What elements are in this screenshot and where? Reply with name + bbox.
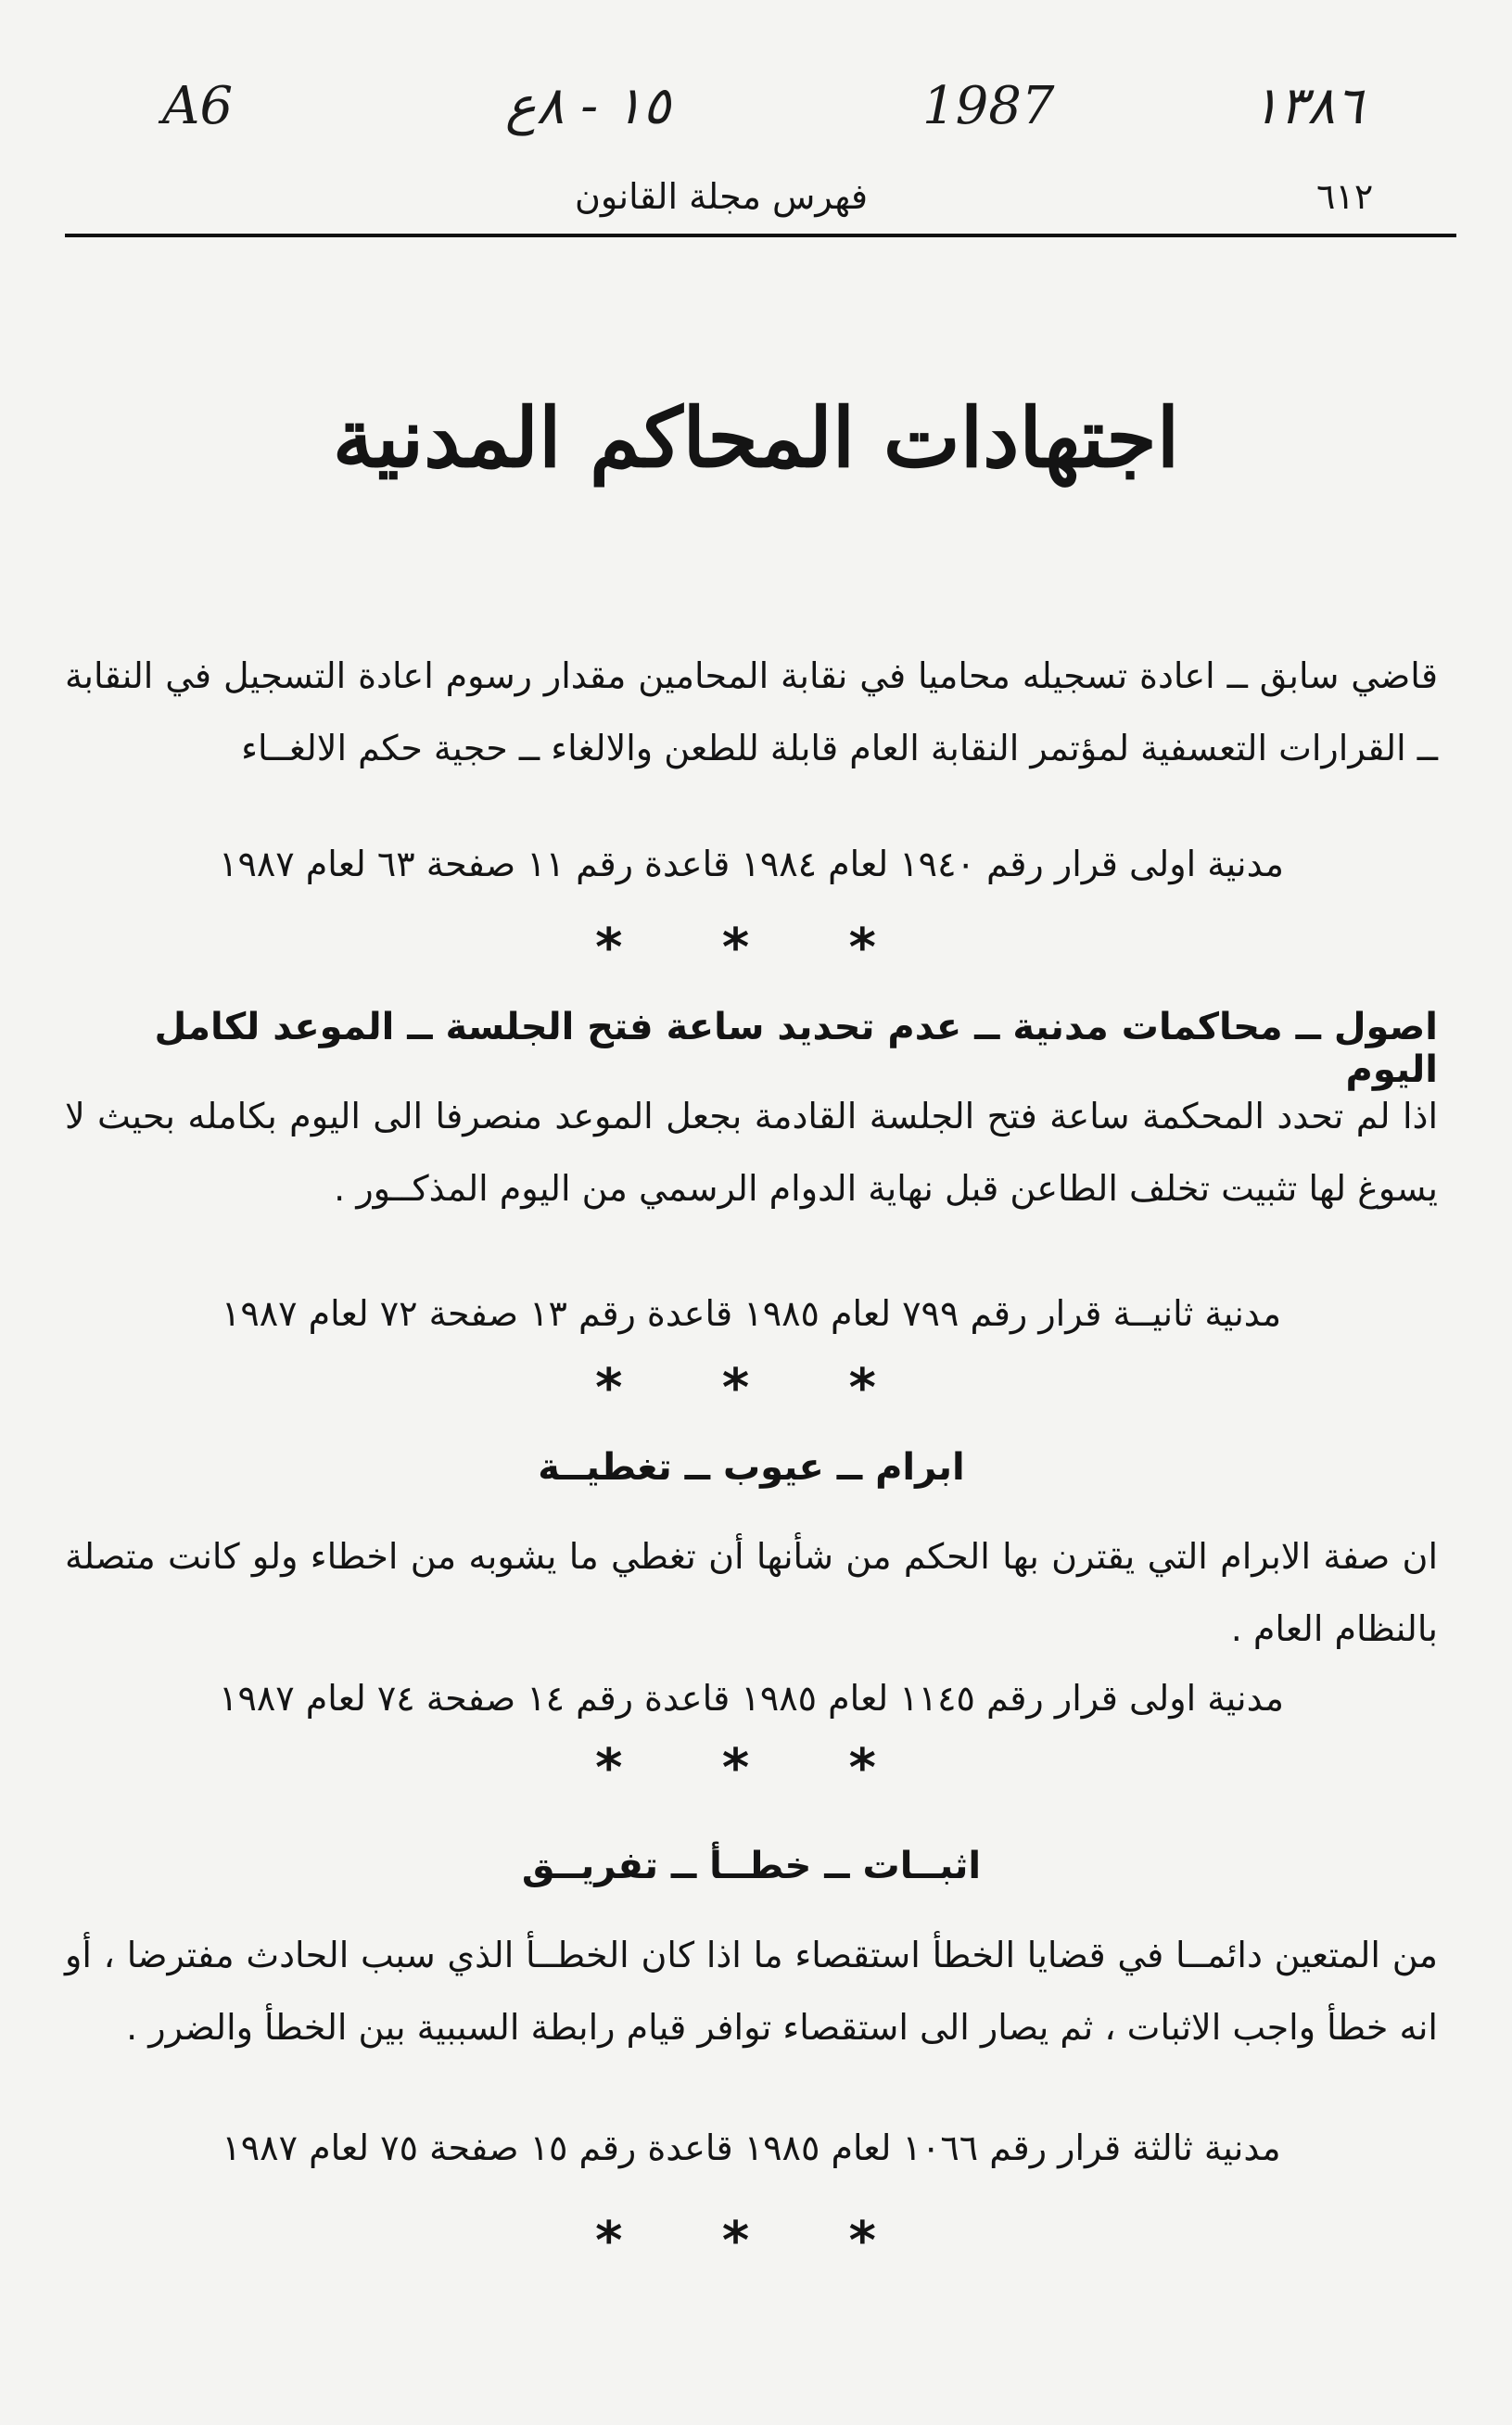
entry-2-text: اذا لم تحدد المحكمة ساعة فتح الجلسة القادمة بجعل الموعد منصرفا الى اليوم بكامله بحيث لا يسوغ لها تثبيت تخلف الطاعن قبل نهاية الدوام الرسمي من اليوم المذكــور . <box>65 1096 1438 1209</box>
entry-1-citation-block <box>65 844 1438 884</box>
entry-1-text: قاضي سابق ــ اعادة تسجيله محاميا في نقابة المحامين مقدار رسوم اعادة التسجيل في النقابة ــ القرارات التعسفية لمؤتمر النقابة العام قابلة للطعن والالغاء ــ حجية حكم الالغــاء <box>65 655 1438 768</box>
entry-1-citation: مدنية اولى قرار رقم ١٩٤٠ لعام ١٩٨٤ قاعدة رقم ١١ صفحة ٦٣ لعام ١٩٨٧ <box>219 844 1284 884</box>
entry-2-separator: * * * <box>595 1358 917 1418</box>
entry-3-citation-block <box>65 1678 1438 1719</box>
entry-3-body <box>65 1520 1438 1665</box>
handwritten-note-center-left: ١٥ - ٨ع <box>505 76 671 136</box>
entry-2 <box>65 1006 1438 1091</box>
entry-3-heading: ابرام ــ عيوب ــ تغطيــة <box>538 1446 965 1489</box>
handwritten-note-left: A6 <box>162 76 234 136</box>
entry-3-citation: مدنية اولى قرار رقم ١١٤٥ لعام ١٩٨٥ قاعدة رقم ١٤ صفحة ٧٤ لعام ١٩٨٧ <box>219 1678 1284 1719</box>
handwritten-year: 1987 <box>922 76 1055 136</box>
entry-2-heading: اصول ــ محاكمات مدنية ــ عدم تحديد ساعة فتح الجلسة ــ الموعد لكامل اليوم <box>154 1006 1438 1091</box>
entry-3-text: ان صفة الابرام التي يقترن بها الحكم من شأنها أن تغطي ما يشوبه من اخطاء ولو كانت متصلة بالنظام العام . <box>65 1536 1438 1649</box>
entry-2-citation: مدنية ثانيــة قرار رقم ٧٩٩ لعام ١٩٨٥ قاعدة رقم ١٣ صفحة ٧٢ لعام ١٩٨٧ <box>221 1293 1282 1334</box>
entry-3 <box>65 1446 1438 1489</box>
entry-4-body <box>65 1919 1438 2063</box>
journal-index-label: فهرس مجلة القانون <box>575 176 869 217</box>
header-rule <box>65 234 1456 237</box>
entry-4-text: من المتعين دائمــا في قضايا الخطأ استقصاء ما اذا كان الخطــأ الذي سبب الحادث مفترضا ، أو انه خطأ واجب الاثبات ، ثم يصار الى استقصاء توافر قيام رابطة السببية بين الخطأ والضرر . <box>65 1935 1438 2048</box>
entry-4-citation-block <box>65 2127 1438 2168</box>
entry-4-separator: * * * <box>595 2211 917 2271</box>
entry-4-heading: اثبــات ــ خطــأ ــ تفريــق <box>521 1845 982 1887</box>
page-title: اجتهادات المحاكم المدنية <box>332 389 1180 486</box>
page-number: ٦١٢ <box>1316 176 1374 217</box>
entry-1-separator: * * * <box>595 918 917 978</box>
entry-4-citation: مدنية ثالثة قرار رقم ١٠٦٦ لعام ١٩٨٥ قاعدة رقم ١٥ صفحة ٧٥ لعام ١٩٨٧ <box>222 2127 1281 2168</box>
entry-4 <box>65 1845 1438 1887</box>
entry-2-body <box>65 1080 1438 1225</box>
handwritten-note-right: ١٣٨٦ <box>1252 76 1364 136</box>
entry-2-citation-block <box>65 1293 1438 1334</box>
entry-3-separator: * * * <box>595 1738 917 1798</box>
entry-1 <box>65 640 1438 784</box>
